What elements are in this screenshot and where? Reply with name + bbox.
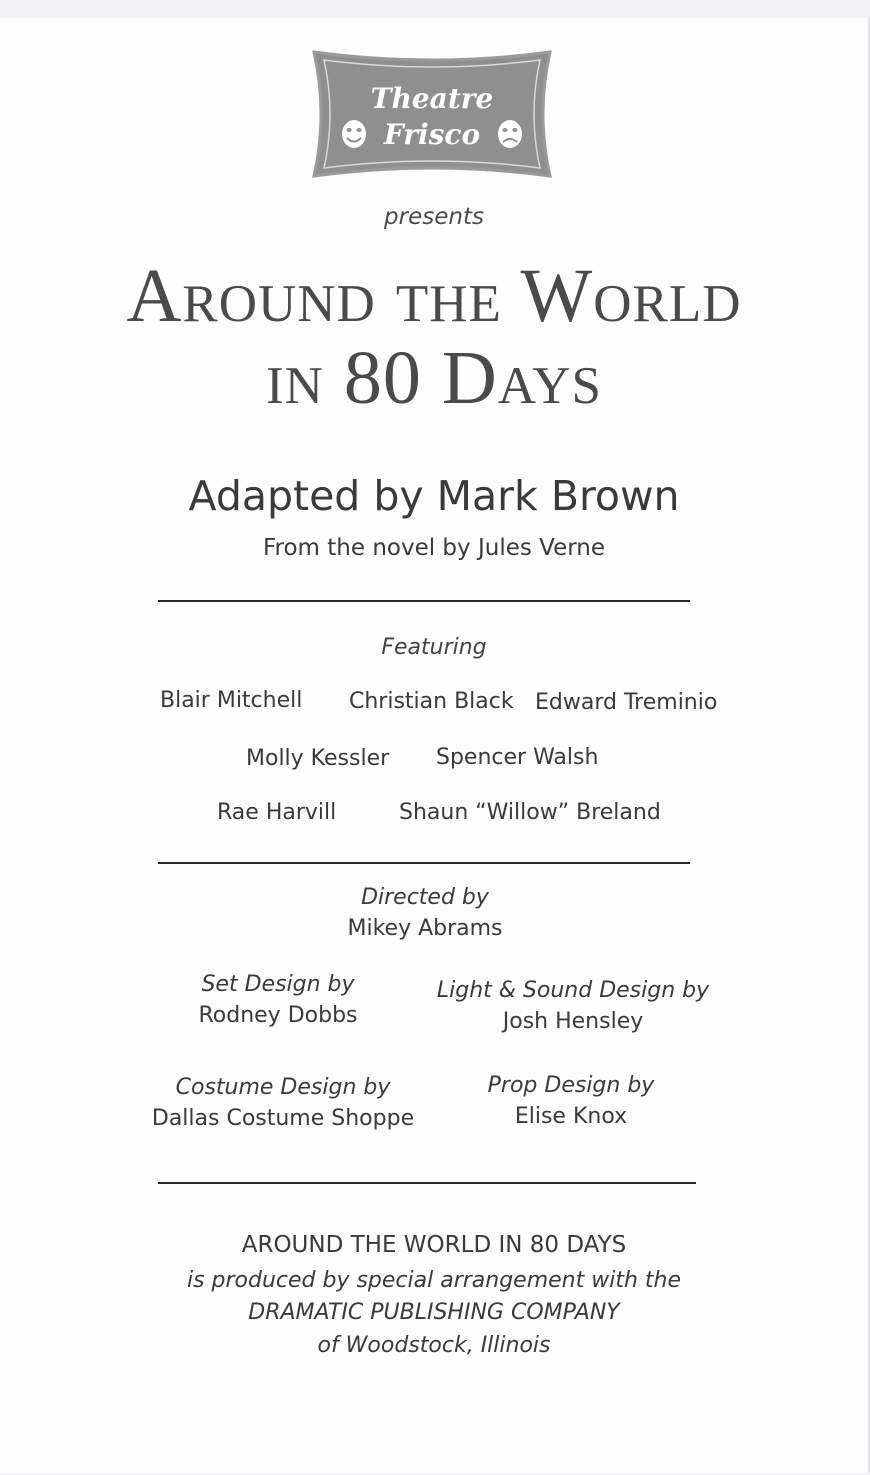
- cast-member: Edward Treminio: [535, 690, 718, 715]
- costume-design-credit: [138, 1075, 428, 1131]
- theatre-frisco-logo: [306, 46, 558, 182]
- set-design-label: Set Design by: [201, 972, 355, 997]
- footer-publisher: DRAMATIC PUBLISHING COMPANY: [248, 1300, 620, 1325]
- divider-1: [158, 600, 690, 602]
- prop-design-label: Prop Design by: [487, 1073, 655, 1098]
- cast-member: Rae Harvill: [217, 800, 337, 825]
- director-label: Directed by: [361, 885, 489, 910]
- set-design-credit: [148, 972, 408, 1028]
- cast-member: Molly Kessler: [246, 746, 390, 771]
- set-design-name: Rodney Dobbs: [198, 1003, 358, 1028]
- costume-design-label: Costume Design by: [175, 1075, 391, 1100]
- adapted-by: Adapted by Mark Brown: [188, 472, 680, 520]
- logo-line-theatre: Theatre: [370, 82, 494, 115]
- footer-location: of Woodstock, Illinois: [317, 1333, 551, 1358]
- cast-member: Christian Black: [349, 689, 514, 714]
- program-page: [0, 18, 870, 1473]
- footer-show-title: AROUND THE WORLD IN 80 DAYS: [241, 1232, 627, 1258]
- light-sound-credit: [428, 978, 718, 1034]
- divider-3: [158, 1182, 696, 1184]
- footer-arrangement: is produced by special arrangement with the: [186, 1268, 682, 1293]
- logo-line-frisco: Frisco: [383, 118, 481, 151]
- source-novel: From the novel by Jules Verne: [262, 535, 606, 561]
- director-name: Mikey Abrams: [347, 916, 503, 941]
- presents-text: presents: [384, 204, 484, 230]
- prop-design-name: Elise Knox: [514, 1104, 628, 1129]
- light-sound-label: Light & Sound Design by: [436, 978, 710, 1003]
- director-credit: [0, 885, 850, 941]
- prop-design-credit: [446, 1073, 696, 1129]
- costume-design-name: Dallas Costume Shoppe: [151, 1106, 415, 1131]
- divider-2: [158, 862, 690, 864]
- show-title-line-2: in 80 Days: [266, 336, 602, 420]
- cast-member: Shaun “Willow” Breland: [399, 800, 661, 825]
- featuring-label: Featuring: [381, 635, 487, 660]
- cast-member: Blair Mitchell: [160, 688, 303, 713]
- cast-member: Spencer Walsh: [436, 745, 599, 770]
- show-title-line-1: Around the World: [126, 254, 742, 338]
- light-sound-name: Josh Hensley: [502, 1009, 644, 1034]
